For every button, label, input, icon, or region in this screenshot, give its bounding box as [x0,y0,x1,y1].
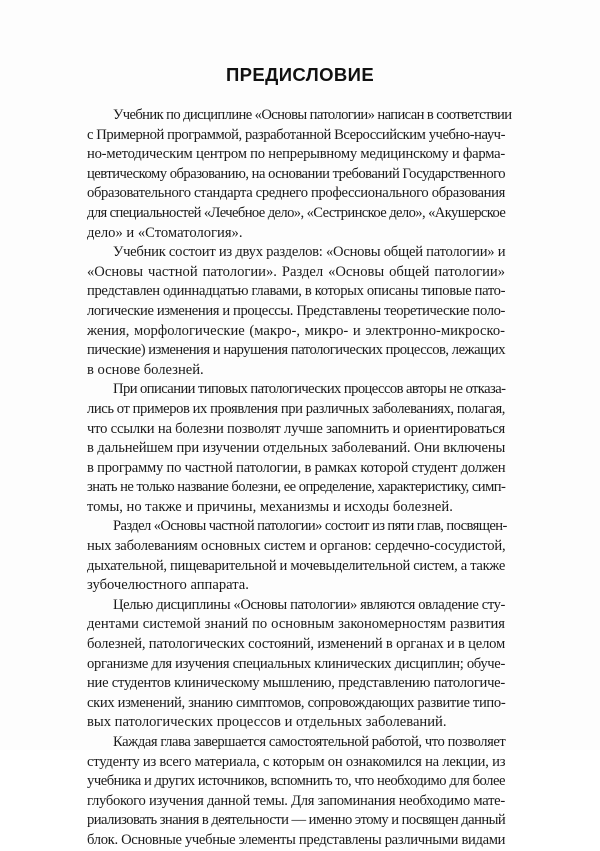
text-line: студенту из всего материала, с которым он ознакомился на лекции, из [87,753,506,770]
text-line: ние студентов клиническому мышлению, представлению патологиче- [87,675,505,692]
text-line: При описании типовых патологических процессов авторы не отказа- [113,381,506,398]
text-line: цевтическому образованию, на основании требований Государственного [87,165,506,182]
text-line: знать не только название болезни, ее определение, характеристику, симп- [87,479,506,496]
text-line: логические изменения и процессы. Представлены теоретические поло- [87,302,505,319]
text-line: жения, морфологические (макро-, микро- и электронно-микроско- [87,322,505,339]
text-line: риализовать знания в деятельности — именно этому и посвящен данный [87,812,506,829]
text-line: представлен одиннадцатью главами, в которых описаны типовые пато- [87,283,506,300]
text-line: лись от примеров их проявления при различных заболеваниях, полагая, [87,400,506,417]
text-line: учебника и других источников, вспомнить то, что необходимо для более [87,773,505,790]
text-line: что ссылки на болезни позволят лучше запомнить и ориентироваться [87,420,505,437]
text-line: Каждая глава завершается самостоятельной работой, что позволяет [113,734,506,750]
text-line: дело» и «Стоматология». [87,224,243,241]
text-line: в программу по частной патологии, в рамках которой студент должен [87,459,506,476]
text-line: Целью дисциплины «Основы патологии» являются овладение сту- [113,596,505,613]
text-line: для специальностей «Лечебное дело», «Сестринское дело», «Акушерское [87,204,506,221]
body-text [87,106,512,851]
text-line: ных заболеваниям основных систем и органов: сердечно-сосудистой, [87,538,506,555]
text-line: глубокого изучения данной темы. Для запоминания необходимо мате- [87,792,505,809]
text-line: дыхательной, пищеварительной и мочевыделительной систем, а также [87,557,505,574]
text-line: «Основы частной патологии». Раздел «Основы общей патологии» [87,263,505,280]
text-line: блок. Основные учебные элементы представлены различными видами [87,831,506,848]
text-line: образовательного стандарта среднего профессионального образования [87,185,505,202]
text-line: в дальнейшем при изучении отдельных заболеваний. Они включены [87,440,506,457]
text-line: организме для изучения специальных клинических дисциплин; обуче- [87,655,505,672]
paragraph [87,243,505,380]
text-line: пические) изменения и нарушения патологических процессов, лежащих [87,342,505,359]
paragraph [87,517,505,595]
text-line: дентами системой знаний по основным закономерностям развития [87,616,505,633]
paragraph [87,596,505,733]
text-line: ских изменений, знанию симптомов, сопровождающих развитие типо- [87,694,506,711]
page-title: ПРЕДИСЛОВИЕ [225,64,375,85]
text-line: болезней, патологических состояний, изменений в органах и в целом [87,636,506,653]
text-line: но-методическим центром по непрерывному медицинскому и фарма- [87,146,506,163]
text-line: вых патологических процессов и отдельных заболеваний. [87,714,447,731]
paragraph [87,380,505,517]
text-line: в основе болезней. [87,361,204,378]
paragraph [87,733,505,851]
text-line: зубочелюстного аппарата. [87,577,249,594]
text-line: томы, но также и причины, механизмы и исходы болезней. [87,498,453,515]
paragraph [87,106,512,243]
text-line: с Примерной программой, разработанной Всероссийским учебно-науч- [87,126,505,143]
text-line: Учебник по дисциплине «Основы патологии» написан в соответствии [113,107,512,123]
text-line: Учебник состоит из двух разделов: «Основы общей патологии» и [113,244,506,261]
text-line: Раздел «Основы частной патологии» состоит из пяти глав, посвящен- [113,518,507,535]
